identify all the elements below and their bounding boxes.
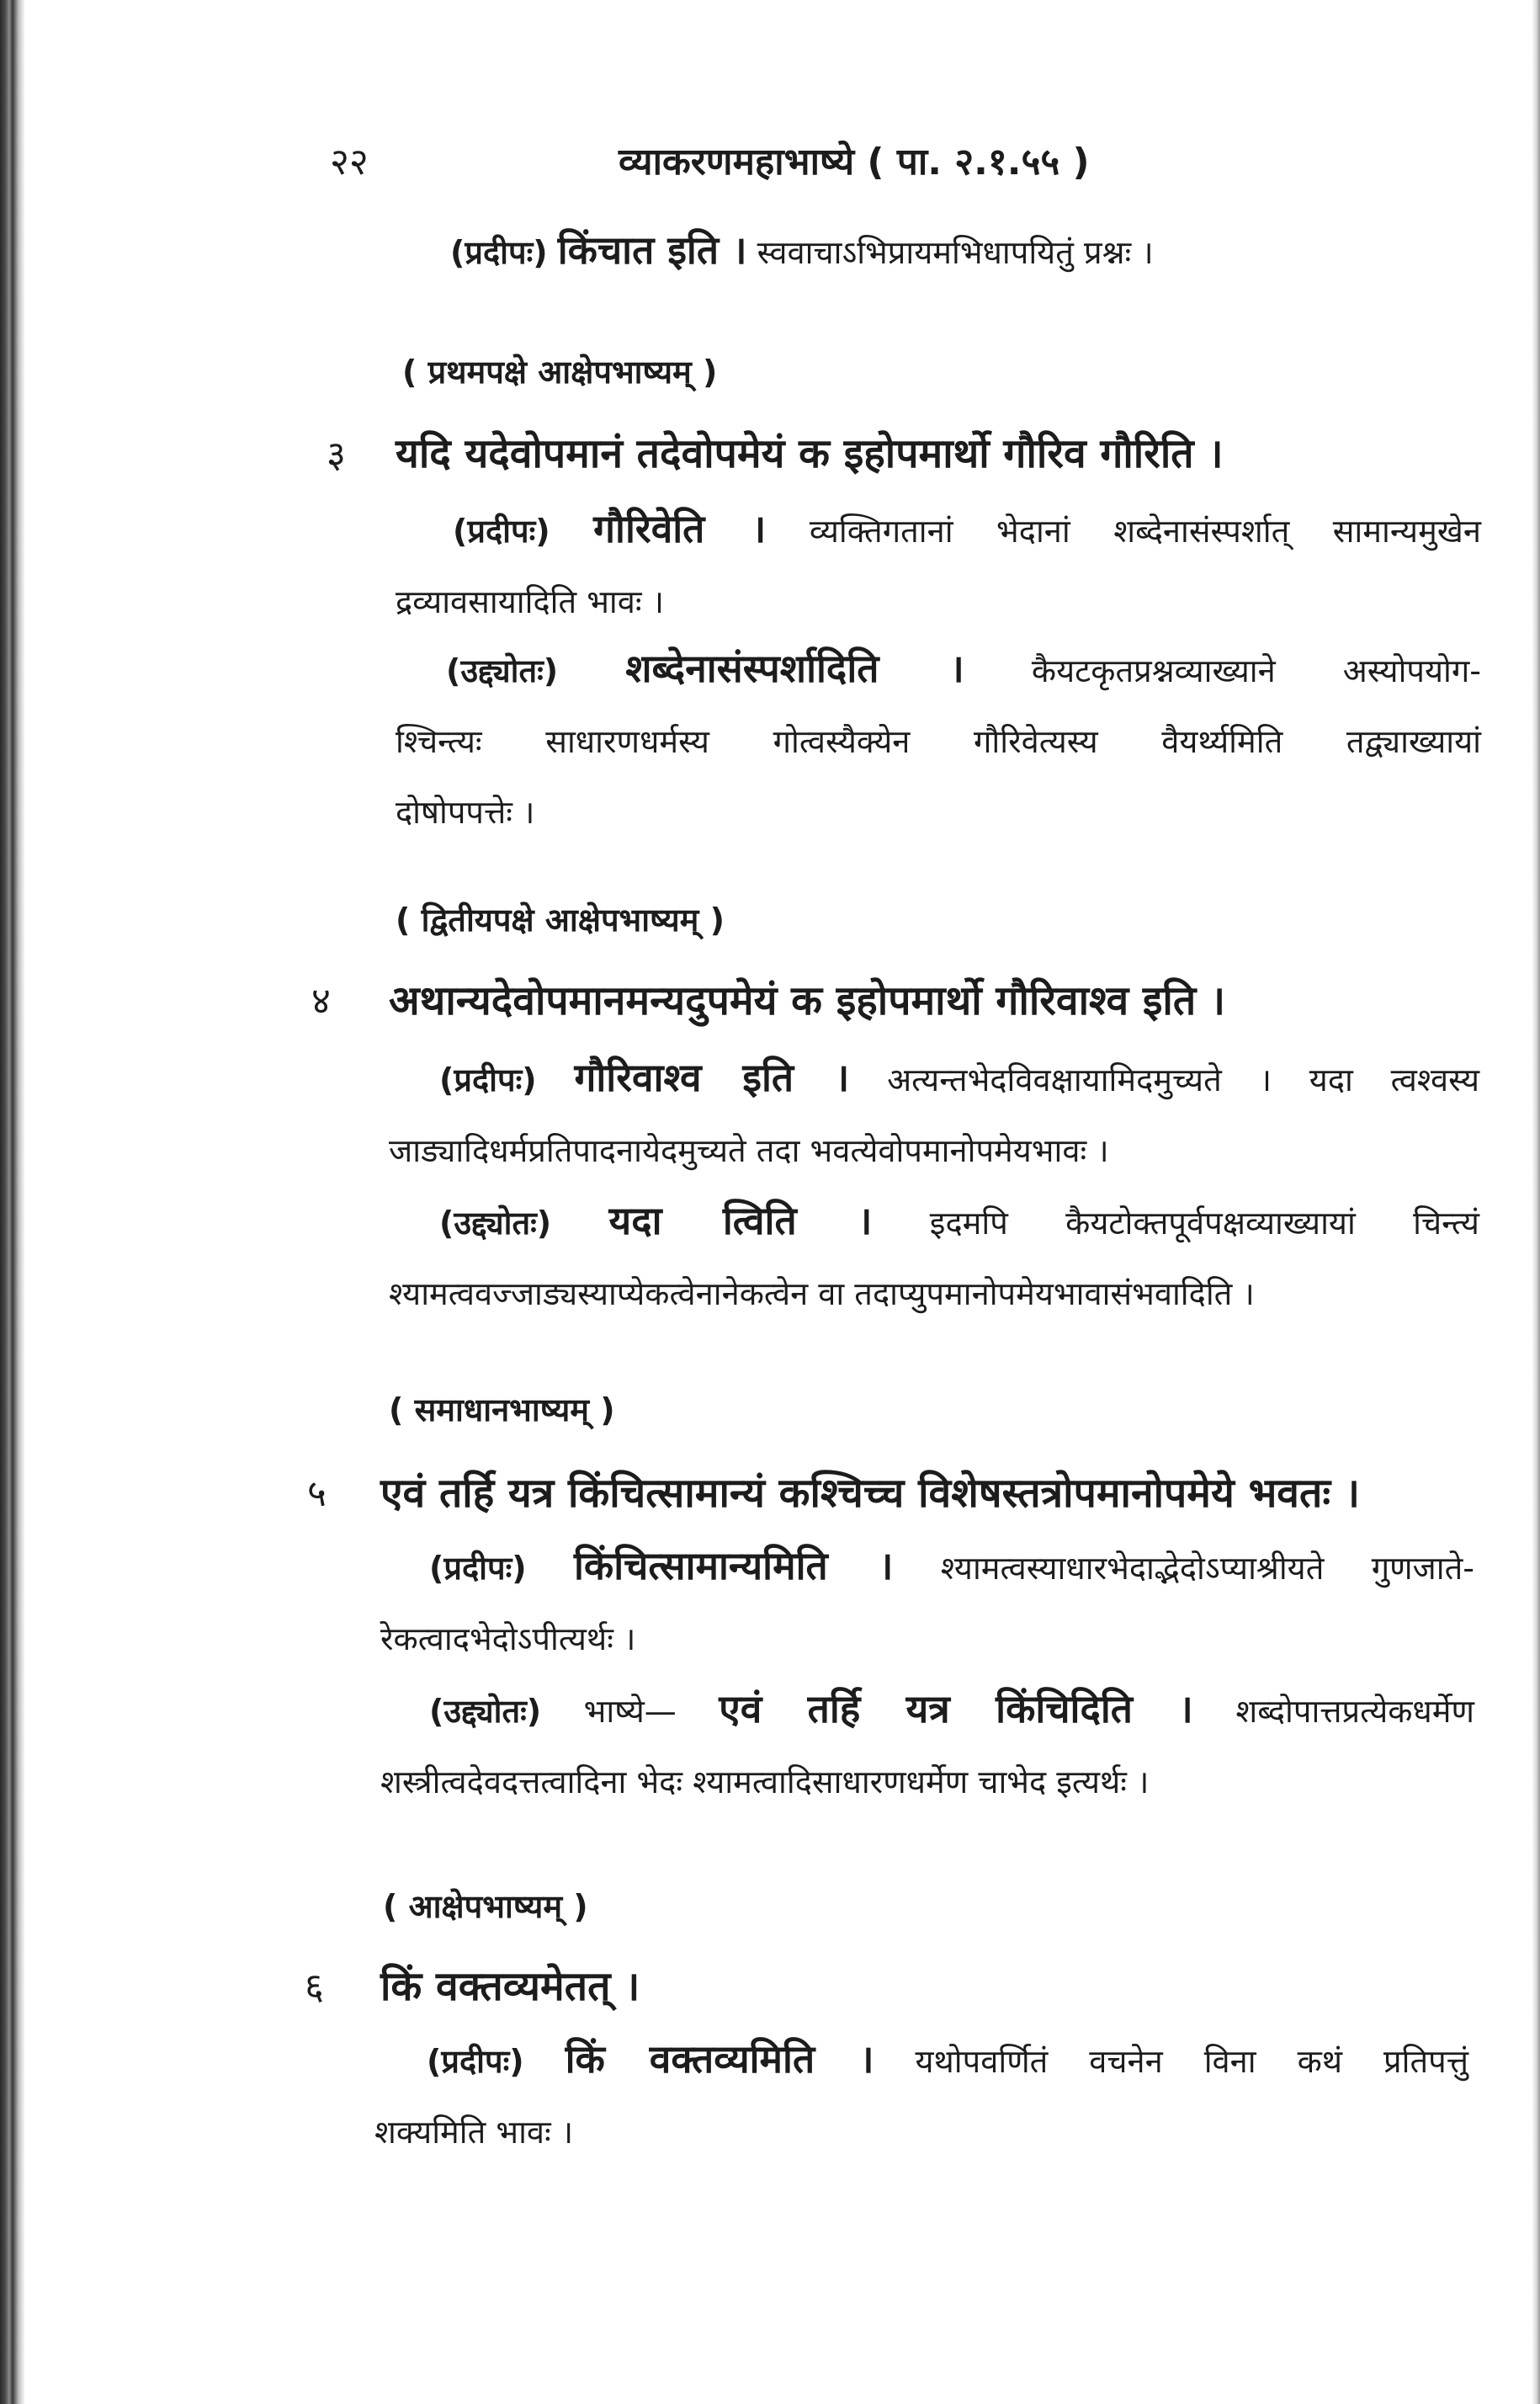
uddyota-block-5 <box>380 1673 1474 1817</box>
pradipa-label: (प्रदीपः) <box>453 513 550 550</box>
section-heading-dvitiya: ( द्वितीयपक्षे आक्षेपभाष्यम् ) <box>396 902 725 939</box>
page-number: २२ <box>330 141 369 183</box>
pradipa-keyword: किं वक्तव्यमिति । <box>565 2036 874 2082</box>
verse-3: यदि यदेवोपमानं तदेवोपमेयं क इहोपमार्थो गौरिव गौरिति । <box>396 430 1224 477</box>
pradipa-keyword: गौरिवाश्व इति । <box>574 1055 850 1100</box>
verse-number-5: ५ <box>307 1472 327 1515</box>
uddyota-label: (उद्द्योतः) <box>439 1205 552 1242</box>
uddyota-label: (उद्द्योतः) <box>446 652 559 689</box>
verse-5: एवं तर्हि यत्र किंचित्सामान्यं कश्चिच्च विशेषस्तत्रोपमानोपमेये भवतः । <box>380 1470 1360 1517</box>
verse-number-4: ४ <box>311 980 331 1023</box>
uddyota-block-4 <box>389 1185 1479 1329</box>
pradipa-keyword: किंचात इति । <box>557 227 747 273</box>
uddyota-block-3 <box>396 633 1481 848</box>
uddyota-line: श्यामत्ववज्जाड्यस्याप्येकत्वेनानेकत्वेन वा तदाप्युपमानोपमेयभावासंभवादिति । <box>389 1275 1255 1312</box>
pradipa-label: (प्रदीपः) <box>429 1550 527 1587</box>
pradipa-line: जाड्यादिधर्मप्रतिपादनायेदमुच्यते तदा भवत्येवोपमानोपमेयभावः । <box>389 1132 1109 1169</box>
page-binding-edge <box>0 0 25 2404</box>
uddyota-line <box>380 1673 1474 1747</box>
uddyota-line <box>396 633 1481 706</box>
pradipa-label: (प्रदीपः) <box>427 2043 524 2080</box>
verse-6: किं वक्तव्यमेतत् । <box>380 1963 640 2010</box>
pradipa-label: (प्रदीपः) <box>450 234 548 271</box>
uddyota-text: शब्दोपात्तप्रत्येकधर्मेण <box>1235 1693 1474 1730</box>
pradipa-block-5 <box>380 1530 1474 1674</box>
uddyota-label: (उद्द्योतः) <box>429 1693 542 1730</box>
uddyota-line <box>389 1185 1479 1258</box>
page-right-edge <box>1532 0 1540 2404</box>
pradipa-block-4 <box>389 1042 1479 1186</box>
pradipa-label: (प्रदीपः) <box>439 1061 537 1098</box>
section-heading-akshepa: ( आक्षेपभाष्यम् ) <box>383 1888 588 1925</box>
uddyota-keyword: शब्देनासंस्पर्शादिति । <box>625 646 964 691</box>
uddyota-line: दोषोपपत्तेः । <box>396 794 535 831</box>
pradipa-line-opening <box>450 223 1154 275</box>
pradipa-keyword: गौरिवेति । <box>593 506 767 551</box>
uddyota-keyword: एवं तर्हि यत्र किंचिदिति । <box>719 1686 1193 1731</box>
pradipa-text: अत्यन्तभेदविवक्षायामिदमुच्यते । यदा त्वश्वस्य <box>887 1061 1479 1098</box>
pradipa-line: रेकत्वादभेदोऽपीत्यर्थः । <box>380 1620 636 1657</box>
uddyota-keyword: यदा त्विति । <box>608 1198 873 1243</box>
uddyota-text: कैयटकृतप्रश्नव्याख्याने अस्योपयोग- <box>1031 652 1481 689</box>
uddyota-text: इदमपि कैयटोक्तपूर्वपक्षव्याख्यायां चिन्त्यं <box>929 1205 1479 1242</box>
pradipa-line <box>374 2024 1468 2097</box>
pradipa-line: द्रव्यावसायादिति भावः । <box>396 583 665 620</box>
pradipa-text: व्यक्तिगतानां भेदानां शब्देनासंस्पर्शात् सामान्यमुखेन <box>809 513 1481 550</box>
section-heading-prathama: ( प्रथमपक्षे आक्षेपभाष्यम् ) <box>402 354 718 391</box>
verse-number-3: ३ <box>327 433 346 476</box>
running-title: व्याकरणमहाभाष्ये ( पा. २.१.५५ ) <box>619 141 1090 183</box>
pradipa-text: श्यामत्वस्याधारभेदाद्भेदोऽप्याश्रीयते गुणजाते- <box>940 1550 1474 1587</box>
uddyota-prefix: भाष्ये— <box>583 1693 677 1730</box>
pradipa-line <box>396 493 1481 566</box>
pradipa-text: स्ववाचाऽभिप्रायमभिधापयितुं प्रश्नः । <box>757 234 1154 271</box>
pradipa-block-6 <box>374 2024 1468 2167</box>
uddyota-line: शस्त्रीत्वदेवदत्तत्वादिना भेदः श्यामत्वादिसाधारणधर्मेण चाभेद इत्यर्थः । <box>380 1763 1150 1800</box>
pradipa-block-3 <box>396 493 1481 637</box>
pradipa-line <box>389 1042 1479 1115</box>
verse-4: अथान्यदेवोपमानमन्यदुपमेयं क इहोपमार्थो गौरिवाश्व इति । <box>389 977 1226 1024</box>
pradipa-line: शक्यमिति भावः । <box>374 2114 574 2151</box>
pradipa-text: यथोपवर्णितं वचनेन विना कथं प्रतिपत्तुं <box>915 2043 1468 2080</box>
pradipa-keyword: किंचित्सामान्यमिति । <box>573 1543 894 1588</box>
verse-number-6: ६ <box>305 1965 324 2008</box>
pradipa-line <box>380 1530 1474 1604</box>
section-heading-samadhana: ( समाधानभाष्यम् ) <box>389 1391 615 1428</box>
uddyota-line: श्चिन्त्यः साधारणधर्मस्य गोत्वस्यैक्येन गौरिवेत्यस्य वैयर्थ्यमिति तद्व्याख्यायां <box>396 723 1481 760</box>
